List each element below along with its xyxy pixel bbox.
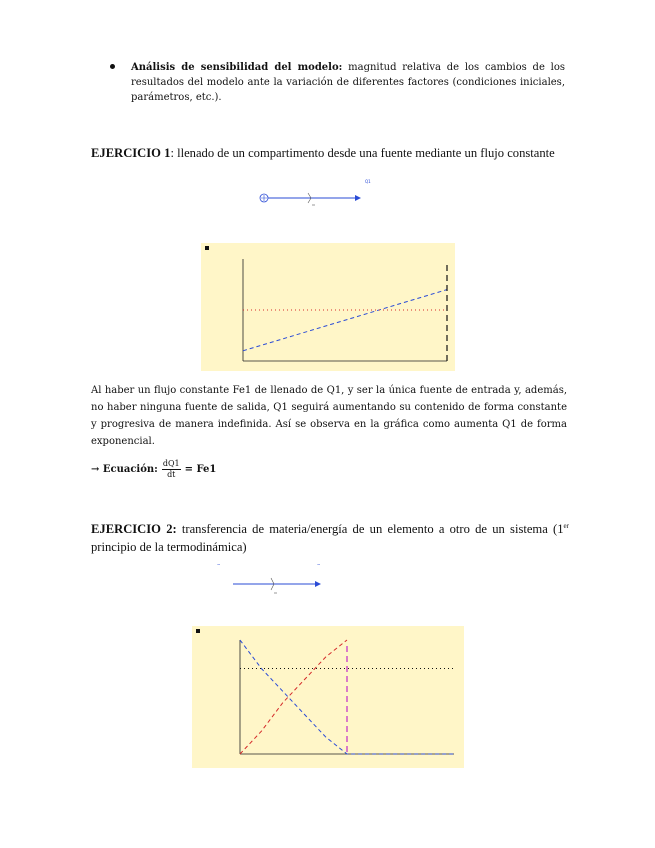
ex2-flow-diagram: [215, 560, 335, 600]
compartment-label: Q1: [365, 179, 371, 184]
transfer-arrowhead: [315, 581, 321, 587]
bullet-body: magnitud relativa de los cambios de los resultados del modelo ante la variación de diferentes factores (condiciones iniciales, parámetros, etc.).: [131, 62, 565, 103]
ex1-explanation: Al haber un flujo constante Fe1 de llenado de Q1, y ser la única fuente de entrada y, además, no haber ninguna fuente de salida, Q1 seguirá aumentando su contenido de forma constante y progresiva de manera indefinida. Así se observa en la gráfica como aumenta Q1 de forma exponencial.: [91, 385, 567, 447]
sensitivity-bullet: [131, 60, 565, 105]
svg-text:~: ~: [217, 562, 221, 567]
ex1-equation: [91, 459, 216, 480]
flow-arrowhead: [355, 195, 361, 201]
bullet-marker: [110, 64, 115, 69]
equation-denominator: dt: [167, 470, 176, 479]
valve-icon: [271, 578, 277, 593]
ex2-label: EJERCICIO 2:: [91, 522, 177, 537]
svg-text:~: ~: [317, 562, 321, 567]
ex2-sup: er: [563, 522, 569, 530]
bullet-bold: Análisis de sensibilidad del modelo:: [131, 62, 343, 73]
ex2-chart-svg: [192, 626, 464, 768]
ex1-chart-svg: [201, 243, 455, 371]
ex1-chart: [201, 243, 455, 371]
chart-corner-icon: [196, 629, 200, 633]
ex2-heading: [91, 517, 569, 556]
equation-prefix: → Ecuación:: [91, 464, 158, 475]
ex2-title-a: transferencia de materia/energía de un elemento a otro de un sistema (1: [176, 522, 564, 537]
ex1-title: : llenado de un compartimento desde una fuente mediante un flujo constante: [170, 146, 555, 160]
series-1-line: [243, 290, 447, 351]
equation-rhs: = Fe1: [184, 464, 217, 475]
ex2-title-b: principio de la termodinámica): [91, 540, 247, 555]
source-icon: [260, 194, 268, 202]
ex1-flow-diagram: [255, 175, 375, 211]
ex1-heading: [91, 144, 569, 162]
ex1-label: EJERCICIO 1: [91, 146, 171, 160]
equation-numerator: dQ1: [162, 459, 180, 468]
chart-corner-icon: [205, 246, 209, 250]
equation-fraction: [162, 459, 181, 480]
series-2-line: [240, 640, 347, 754]
valve-icon: [308, 193, 315, 205]
ex2-chart: [192, 626, 464, 768]
